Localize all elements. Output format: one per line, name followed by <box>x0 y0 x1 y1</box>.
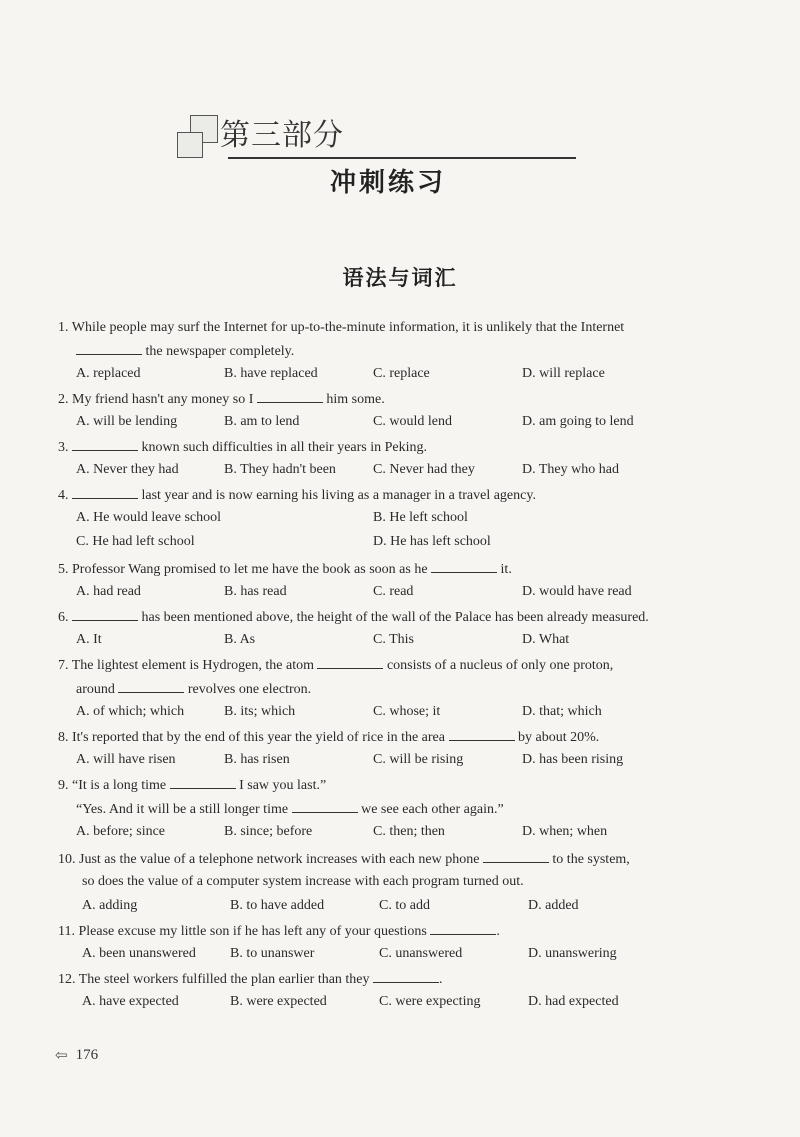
option-c: C. then; then <box>373 824 445 839</box>
question-number: 10. <box>58 852 76 867</box>
option-b: B. to have added <box>230 898 325 913</box>
question-text: Professor Wang promised to let me have the book as soon as he <box>72 562 428 577</box>
option-d: D. has been rising <box>522 752 624 767</box>
option-d: D. had expected <box>528 994 619 1009</box>
option-a: A. before; since <box>76 824 166 839</box>
decorative-square-icon <box>177 132 203 158</box>
question-text: by about 20%. <box>518 730 600 745</box>
option-a: A. adding <box>82 898 138 913</box>
part-title: 冲刺练习 <box>330 168 447 198</box>
question-text: known such difficulties in all their years in Peking. <box>141 440 428 455</box>
option-b: B. has read <box>224 584 287 599</box>
question-text: has been mentioned above, the height of the wall of the Palace has been already measured. <box>141 610 649 625</box>
option-a: A. will have risen <box>76 752 176 767</box>
option-c: C. were expecting <box>379 994 481 1009</box>
answer-blank <box>317 656 383 669</box>
option-c: C. Never had they <box>373 462 475 477</box>
question-4 <box>58 486 738 505</box>
question-7 <box>58 656 738 675</box>
option-d: D. will replace <box>522 366 605 381</box>
option-a: A. replaced <box>76 366 141 381</box>
option-b: B. am to lend <box>224 414 300 429</box>
option-a: A. He would leave school <box>76 510 222 525</box>
option-d: D. that; which <box>522 704 602 719</box>
question-number: 12. <box>58 972 76 987</box>
header-rule <box>228 157 576 159</box>
question-text: It's reported that by the end of this year the yield of rice in the area <box>72 730 445 745</box>
answer-blank <box>257 390 323 403</box>
page-footer <box>55 1046 98 1064</box>
answer-blank <box>118 680 184 693</box>
question-text: so does the value of a computer system increase with each program turned out. <box>82 874 524 889</box>
answer-blank <box>72 486 138 499</box>
option-b: B. to unanswer <box>230 946 315 961</box>
question-text: we see each other again.” <box>361 802 504 817</box>
option-b: B. has risen <box>224 752 290 767</box>
option-c: C. unanswered <box>379 946 463 961</box>
option-d: D. when; when <box>522 824 608 839</box>
option-c: C. will be rising <box>373 752 464 767</box>
question-text: I saw you last.” <box>239 778 327 793</box>
question-text: him some. <box>326 392 385 407</box>
question-7-cont <box>76 680 311 699</box>
answer-blank <box>72 438 138 451</box>
option-b: B. were expected <box>230 994 327 1009</box>
question-2 <box>58 390 738 409</box>
option-b: B. have replaced <box>224 366 318 381</box>
option-a: A. Never they had <box>76 462 179 477</box>
question-9 <box>58 776 738 795</box>
section-title: 语法与词汇 <box>342 265 458 290</box>
question-text: . <box>439 972 443 987</box>
option-c: C. to add <box>379 898 430 913</box>
option-d: D. would have read <box>522 584 632 599</box>
question-1 <box>58 320 738 337</box>
question-text: The steel workers fulfilled the plan earlier than they <box>78 972 370 987</box>
question-10-cont <box>82 874 524 891</box>
option-c: C. replace <box>373 366 430 381</box>
option-a: A. of which; which <box>76 704 185 719</box>
option-b: B. As <box>224 632 256 647</box>
question-number: 9. <box>58 778 69 793</box>
option-d: D. unanswering <box>528 946 617 961</box>
question-text: consists of a nucleus of only one proton, <box>386 658 614 673</box>
option-c: C. This <box>373 632 414 647</box>
question-number: 5. <box>58 562 69 577</box>
part-label: 第三部分 <box>220 118 344 153</box>
question-text: last year and is now earning his living as a manager in a travel agency. <box>141 488 536 503</box>
question-text: The lightest element is Hydrogen, the atom <box>71 658 314 673</box>
option-d: D. added <box>528 898 579 913</box>
answer-blank <box>76 342 142 355</box>
question-text: around <box>76 682 115 697</box>
answer-blank <box>373 970 439 983</box>
question-text: . <box>496 924 500 939</box>
question-6 <box>58 608 738 627</box>
option-a: A. had read <box>76 584 141 599</box>
answer-blank <box>72 608 138 621</box>
question-number: 4. <box>58 488 69 503</box>
question-text: While people may surf the Internet for up-to-the-minute information, it is unlikely that the Internet <box>71 320 625 335</box>
page-number: 176 <box>75 1046 99 1063</box>
question-text: the newspaper completely. <box>145 344 295 359</box>
option-c: C. He had left school <box>76 534 195 549</box>
answer-blank <box>430 922 496 935</box>
option-c: C. would lend <box>373 414 452 429</box>
page-header <box>0 0 800 200</box>
question-number: 7. <box>58 658 69 673</box>
option-c: C. read <box>373 584 414 599</box>
question-5 <box>58 560 738 579</box>
answer-blank <box>483 850 549 863</box>
option-a: A. It <box>76 632 102 647</box>
question-10 <box>58 850 738 869</box>
question-text: to the system, <box>552 852 630 867</box>
option-a: A. been unanswered <box>82 946 196 961</box>
option-d: D. What <box>522 632 570 647</box>
question-number: 11. <box>58 924 75 939</box>
option-b: B. They hadn't been <box>224 462 336 477</box>
option-b: B. since; before <box>224 824 313 839</box>
question-11 <box>58 922 738 941</box>
option-a: A. will be lending <box>76 414 178 429</box>
question-text: revolves one electron. <box>187 682 312 697</box>
question-9-cont <box>76 800 504 819</box>
answer-blank <box>449 728 515 741</box>
question-text: Please excuse my little son if he has left any of your questions <box>78 924 427 939</box>
question-text: “It is a long time <box>72 778 167 793</box>
answer-blank <box>292 800 358 813</box>
question-text: “Yes. And it will be a still longer time <box>76 802 289 817</box>
option-b: B. He left school <box>373 510 468 525</box>
question-number: 6. <box>58 610 69 625</box>
option-b: B. its; which <box>224 704 296 719</box>
option-a: A. have expected <box>82 994 179 1009</box>
question-text: Just as the value of a telephone network increases with each new phone <box>79 852 480 867</box>
question-12 <box>58 970 738 989</box>
question-text: My friend hasn't any money so I <box>72 392 254 407</box>
answer-blank <box>170 776 236 789</box>
question-number: 8. <box>58 730 69 745</box>
option-d: D. They who had <box>522 462 619 477</box>
question-8 <box>58 728 738 747</box>
answer-blank <box>431 560 497 573</box>
option-d: D. He has left school <box>373 534 491 549</box>
question-1-cont <box>76 342 294 361</box>
left-arrow-icon: ⇦ <box>55 1046 68 1064</box>
question-number: 1. <box>58 320 69 335</box>
question-text: it. <box>500 562 512 577</box>
question-number: 3. <box>58 440 69 455</box>
option-d: D. am going to lend <box>522 414 634 429</box>
question-number: 2. <box>58 392 69 407</box>
question-3 <box>58 438 738 457</box>
option-c: C. whose; it <box>373 704 441 719</box>
